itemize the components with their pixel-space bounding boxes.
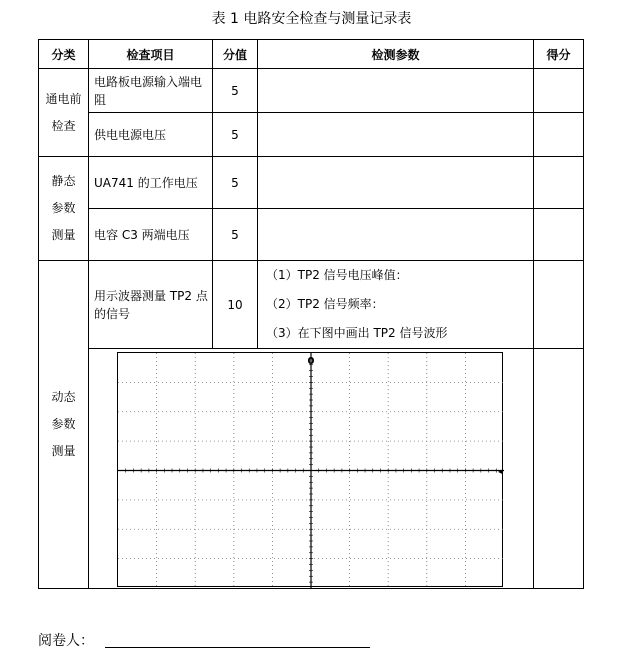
item-cell: 用示波器测量 TP2 点的信号: [89, 261, 213, 349]
param-line: （3）在下图中画出 TP2 信号波形: [266, 326, 448, 340]
params-cell[interactable]: [258, 209, 534, 261]
table-row: [39, 157, 584, 209]
header-got: 得分: [534, 40, 584, 69]
got-cell[interactable]: [534, 69, 584, 113]
header-score: 分值: [213, 40, 258, 69]
category-line: 测量: [51, 228, 76, 242]
header-category: 分类: [39, 40, 89, 69]
reader-label: 阅卷人：: [38, 633, 94, 649]
item-cell: 电容 C3 两端电压: [89, 209, 213, 261]
score-cell: 5: [213, 69, 258, 113]
header-row: [39, 40, 584, 69]
param-line: （1）TP2 信号电压峰值：: [266, 268, 408, 282]
record-table: [38, 39, 584, 589]
table-row: [39, 209, 584, 261]
params-cell[interactable]: [258, 113, 534, 157]
category-line: 通电前: [45, 91, 82, 106]
table-title: 表 1 电路安全检查与测量记录表: [211, 11, 412, 27]
score-cell: 5: [213, 209, 258, 261]
item-cell: UA741 的工作电压: [89, 157, 213, 209]
got-cell[interactable]: [534, 157, 584, 209]
got-cell[interactable]: [534, 261, 584, 349]
item-cell: 电路板电源输入端电阻: [89, 69, 213, 113]
trigger-marker: ◂: [497, 466, 503, 478]
category-line: 动态: [51, 390, 76, 404]
got-cell[interactable]: [534, 113, 584, 157]
table-row: [39, 261, 584, 349]
category-static: [39, 157, 89, 261]
score-cell: 10: [213, 261, 258, 349]
category-line: 参数: [51, 201, 76, 215]
category-line: 静态: [51, 174, 76, 188]
item-cell: 供电电源电压: [89, 113, 213, 157]
reader-signature-line[interactable]: [105, 647, 370, 648]
category-line: 测量: [51, 444, 76, 458]
category-line: 参数: [51, 417, 76, 431]
category-dynamic: [39, 261, 89, 589]
score-cell: 5: [213, 157, 258, 209]
table-row: [39, 113, 584, 157]
oscilloscope-cell: [89, 349, 534, 589]
params-cell[interactable]: [258, 157, 534, 209]
category-pre-power: [39, 69, 89, 157]
header-params: 检测参数: [258, 40, 534, 69]
table-row: [39, 349, 584, 589]
got-cell[interactable]: [534, 349, 584, 589]
params-cell[interactable]: [258, 69, 534, 113]
channel-marker: 0: [307, 356, 315, 367]
oscilloscope-graticule: [118, 353, 504, 588]
oscilloscope-grid[interactable]: [117, 352, 503, 587]
table-row: [39, 69, 584, 113]
params-cell[interactable]: [258, 261, 534, 349]
header-item: 检查项目: [89, 40, 213, 69]
got-cell[interactable]: [534, 209, 584, 261]
score-cell: 5: [213, 113, 258, 157]
param-line: （2）TP2 信号频率：: [266, 297, 384, 311]
category-line: 检查: [51, 118, 76, 133]
